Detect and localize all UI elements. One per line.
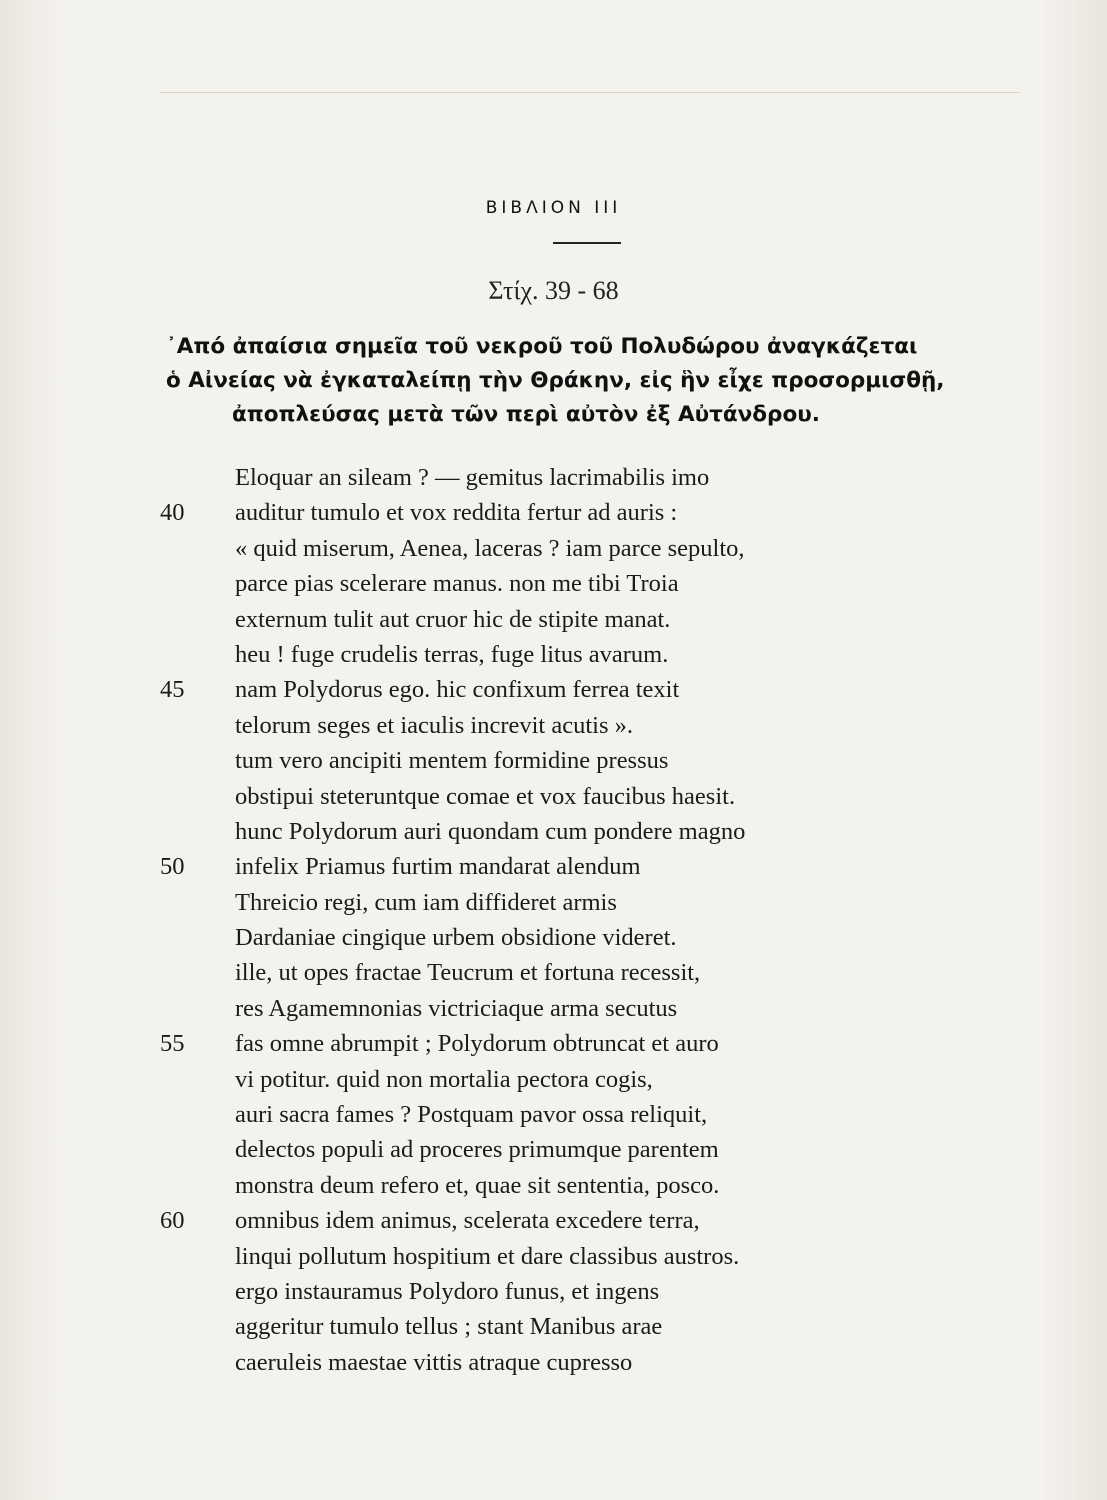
book-title: ΒΙΒΛΙΟΝ III [485, 198, 622, 218]
verse-text: vi potitur. quid non mortalia pectora cogis, [235, 1065, 653, 1093]
verse-text: hunc Polydorum auri quondam cum pondere magno [235, 817, 746, 845]
verse-text: auditur tumulo et vox reddita fertur ad auris : [235, 499, 678, 527]
verse-line [160, 1309, 1040, 1344]
line-number: 45 [160, 676, 185, 704]
verse-line [160, 672, 1040, 707]
title-divider [553, 242, 621, 244]
verse-line [160, 495, 1040, 530]
summary-line: ἀποπλεύσας μετὰ τῶν περὶ αὐτὸν ἐξ Αὐτάνδρου. [232, 402, 820, 427]
verse-line [160, 920, 1040, 955]
line-number: 60 [160, 1207, 185, 1235]
verse-text: obstipui steteruntque comae et vox faucibus haesit. [235, 782, 736, 810]
verse-text: heu ! fuge crudelis terras, fuge litus avarum. [235, 640, 669, 668]
verse-line [160, 566, 1040, 601]
verse-line [160, 1097, 1040, 1132]
line-number: 55 [160, 1030, 185, 1058]
verse-text: aggeritur tumulo tellus ; stant Manibus arae [235, 1313, 663, 1341]
line-number: 40 [160, 499, 185, 527]
verse-text: linqui pollutum hospitium et dare classibus austros. [235, 1242, 740, 1270]
verse-line [160, 1274, 1040, 1309]
verse-text: externum tulit aut cruor hic de stipite manat. [235, 605, 671, 633]
line-number: 50 [160, 853, 185, 881]
verse-line [160, 991, 1040, 1026]
verse-text: « quid miserum, Aenea, laceras ? iam parce sepulto, [235, 534, 745, 562]
verse-line [160, 885, 1040, 920]
verse-text: nam Polydorus ego. hic confixum ferrea texit [235, 676, 680, 704]
verse-line [160, 779, 1040, 814]
verse-line [160, 1168, 1040, 1203]
verse-line [160, 1132, 1040, 1167]
verse-line [160, 814, 1040, 849]
verse-text: Dardaniae cingique urbem obsidione videret. [235, 924, 677, 952]
verse-text: monstra deum refero et, quae sit sententia, posco. [235, 1171, 720, 1199]
bleed-through-rule [160, 92, 1020, 93]
verse-text: ille, ut opes fractae Teucrum et fortuna recessit, [235, 959, 701, 987]
summary-line: ὁ Αἰνείας νὰ ἐγκαταλείπῃ τὴν Θράκην, εἰς ἣν εἶχε προσορμισθῇ, [166, 368, 945, 393]
verse-text: infelix Priamus furtim mandarat alendum [235, 853, 641, 881]
verse-text: caeruleis maestae vittis atraque cupresso [235, 1348, 633, 1376]
verse-text: parce pias scelerare manus. non me tibi Troia [235, 570, 679, 598]
verse-line [160, 1203, 1040, 1238]
verse-text: telorum seges et iaculis increvit acutis ». [235, 711, 634, 739]
verse-text: tum vero ancipiti mentem formidine pressus [235, 747, 669, 775]
verse-text: Threicio regi, cum iam diffideret armis [235, 888, 617, 916]
verse-text: ergo instauramus Polydoro funus, et ingens [235, 1277, 660, 1305]
latin-verse-block [160, 460, 1040, 1380]
verse-line [160, 602, 1040, 637]
verse-line [160, 1345, 1040, 1380]
verse-text: delectos populi ad proceres primumque parentem [235, 1136, 719, 1164]
verse-line [160, 1026, 1040, 1061]
verse-line [160, 1239, 1040, 1274]
verse-line [160, 743, 1040, 778]
verse-line [160, 1062, 1040, 1097]
verse-line [160, 531, 1040, 566]
verse-text: omnibus idem animus, scelerata excedere terra, [235, 1207, 700, 1235]
verse-text: auri sacra fames ? Postquam pavor ossa reliquit, [235, 1101, 708, 1129]
verse-line [160, 955, 1040, 990]
verse-text: Eloquar an sileam ? — gemitus lacrimabilis imo [235, 464, 710, 491]
verse-line [160, 849, 1040, 884]
verse-line [160, 708, 1040, 743]
verse-line [160, 637, 1040, 672]
greek-summary [166, 330, 1006, 432]
verse-text: fas omne abrumpit ; Polydorum obtruncat et auro [235, 1030, 719, 1058]
verse-range: Στίχ. 39 - 68 [488, 276, 619, 305]
verse-line [160, 460, 1040, 495]
verse-text: res Agamemnonias victriciaque arma secutus [235, 994, 678, 1022]
summary-line: ᾿Από ἀπαίσια σημεῖα τοῦ νεκροῦ τοῦ Πολυδώρου ἀναγκάζεται [166, 334, 918, 359]
